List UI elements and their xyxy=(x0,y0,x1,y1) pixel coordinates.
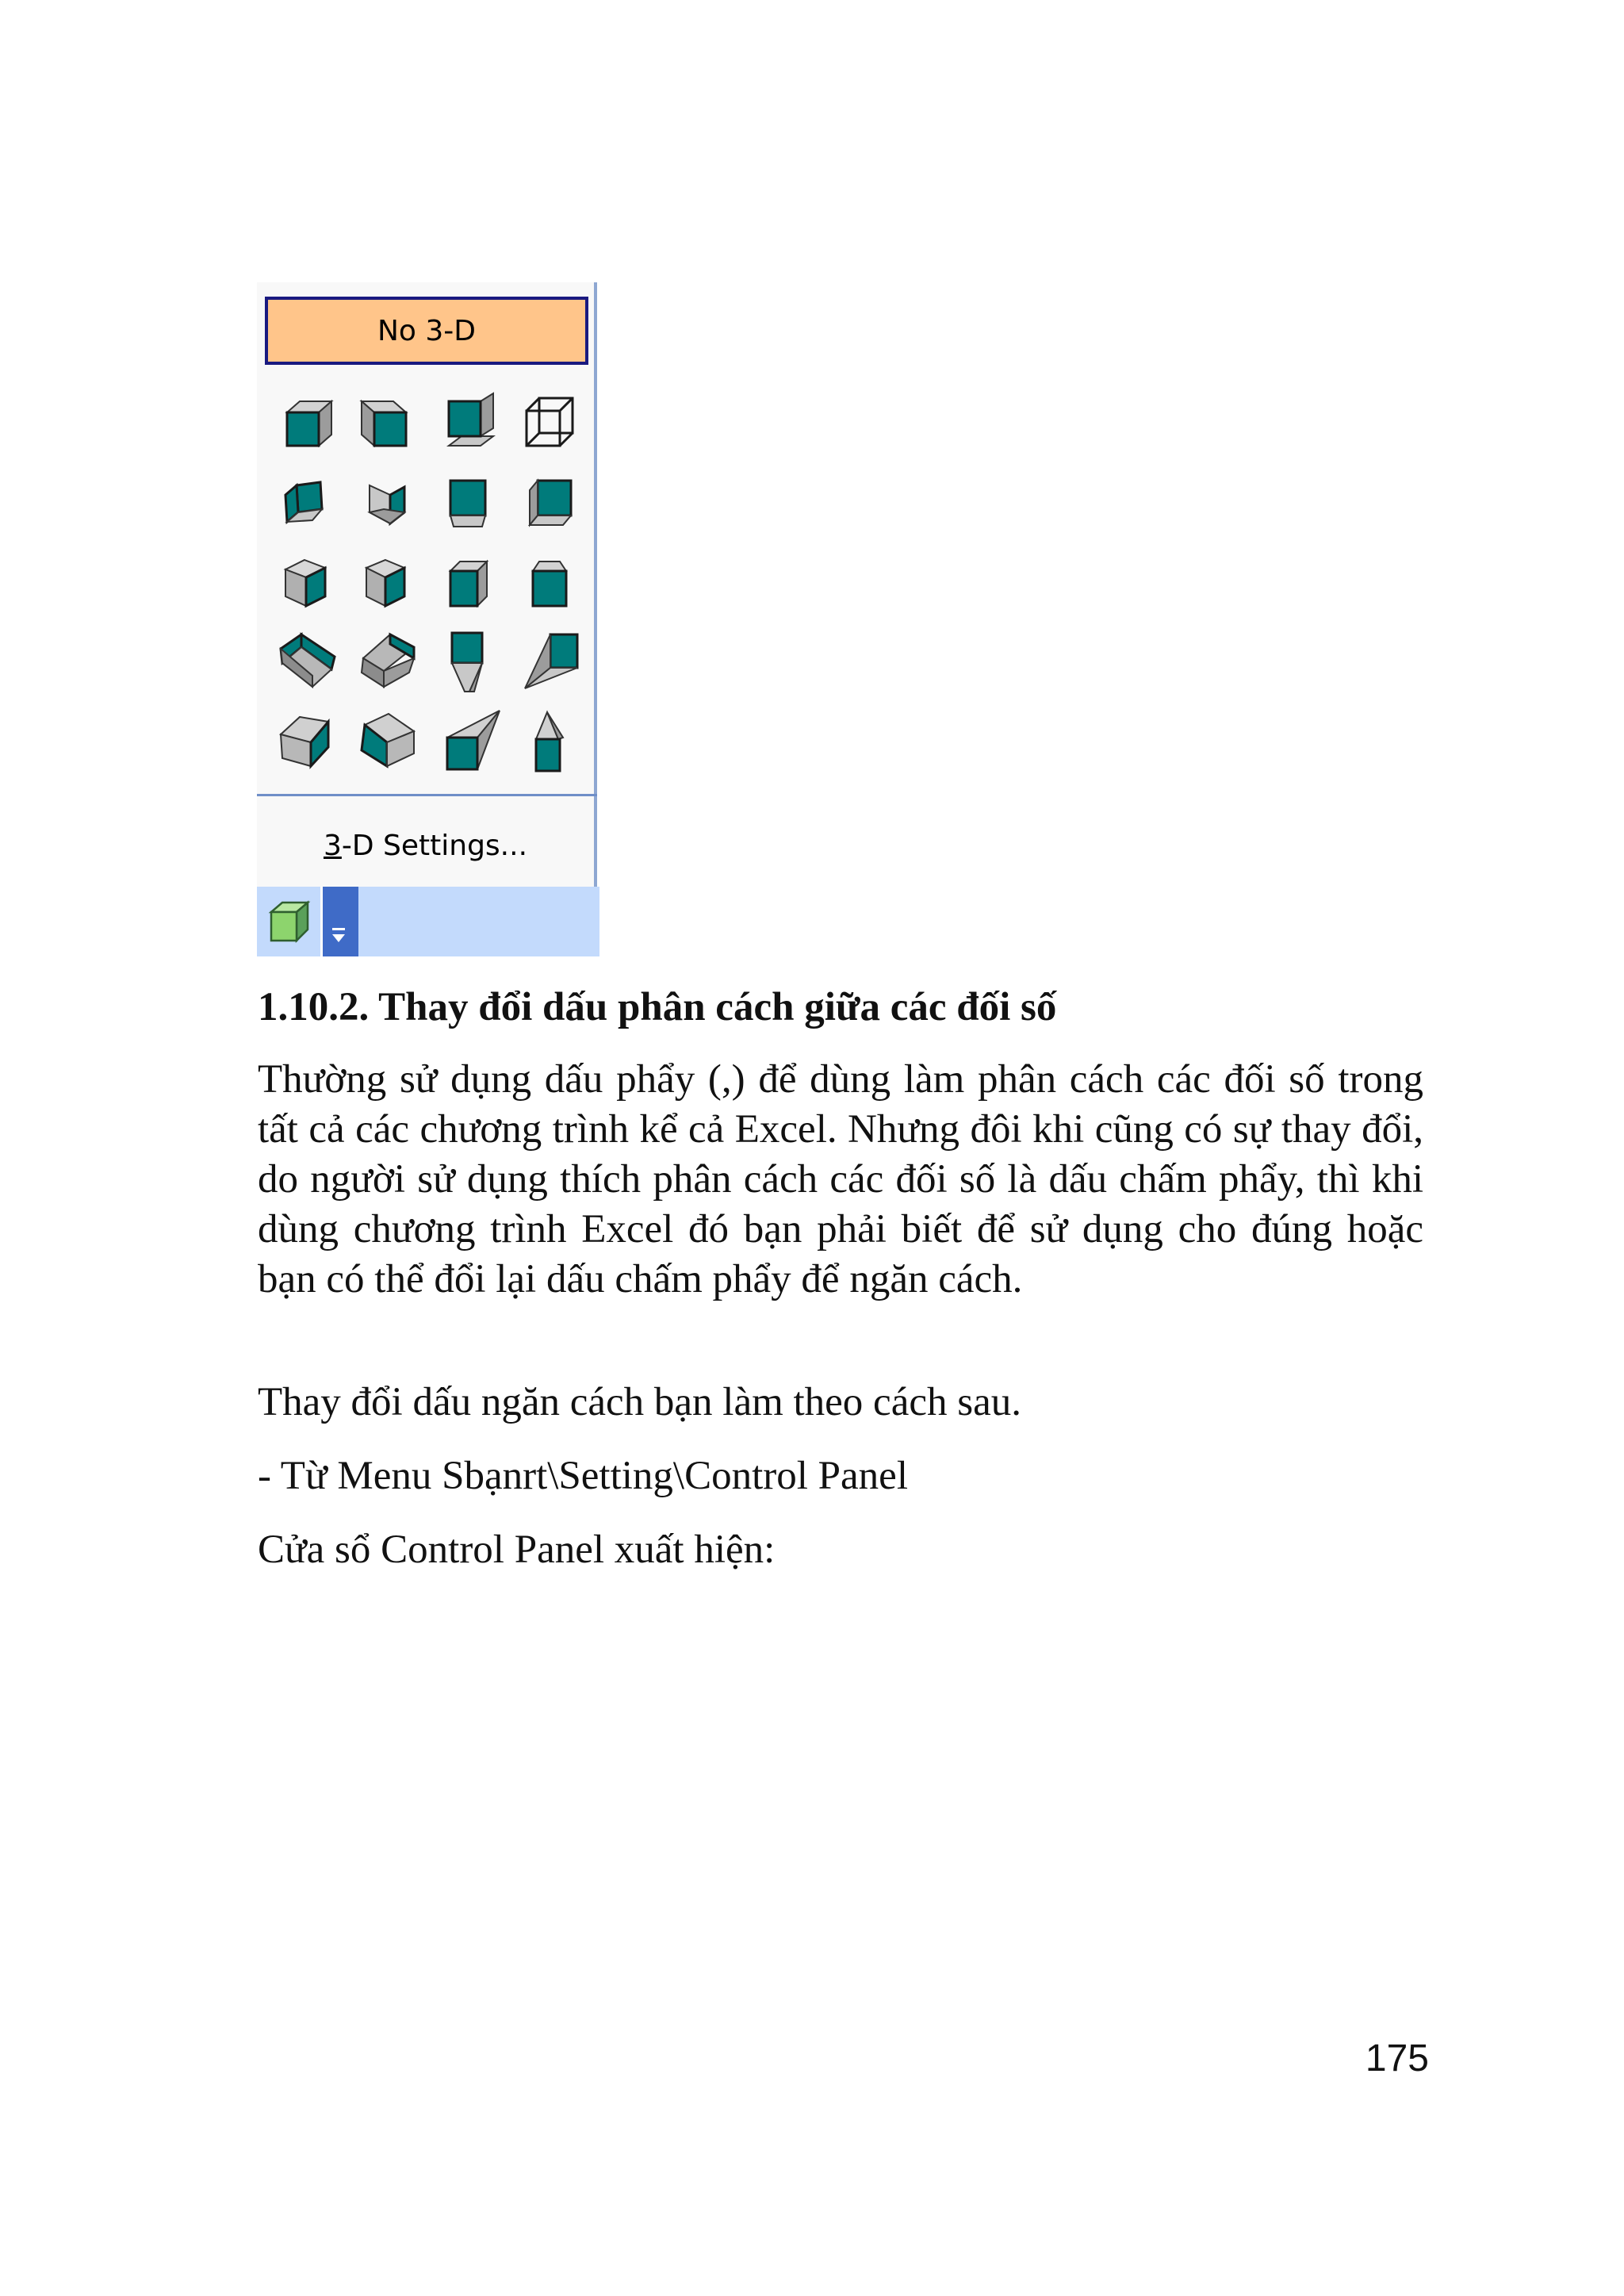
3-d-style-dropdown-button[interactable] xyxy=(320,887,358,956)
menu-path-instruction: - Từ Menu Sbạnrt\Setting\Control Panel xyxy=(258,1454,908,1498)
3-d-style-15[interactable] xyxy=(427,623,506,703)
cube-bottom-left-icon xyxy=(508,463,587,542)
3-d-style-6[interactable] xyxy=(346,463,425,542)
cube-bottom-icon xyxy=(427,463,506,542)
cube-top-right-icon xyxy=(508,544,587,623)
cube-iso-left-icon xyxy=(265,544,344,623)
3-d-style-11[interactable] xyxy=(427,544,506,623)
cube-iso-right-icon xyxy=(346,544,425,623)
dropdown-arrow-icon xyxy=(323,887,356,956)
cube-up-right-icon xyxy=(427,384,506,463)
3-d-style-16[interactable] xyxy=(508,623,587,703)
3-d-style-3[interactable] xyxy=(427,384,506,463)
cube-top-left-icon xyxy=(427,544,506,623)
no-3-d-button[interactable]: No 3-D xyxy=(265,297,588,365)
3-d-style-icon xyxy=(263,896,314,947)
3-d-style-17[interactable] xyxy=(265,703,344,782)
slab-left-icon xyxy=(265,623,344,703)
3-d-style-20[interactable] xyxy=(508,703,587,782)
slab-top-right-icon xyxy=(346,703,425,782)
body-paragraph: Cửa sổ Control Panel xuất hiện: xyxy=(258,1527,776,1572)
3-d-style-14[interactable] xyxy=(346,623,425,703)
slab-right-icon xyxy=(346,623,425,703)
wedge-right-icon xyxy=(427,703,506,782)
3-d-style-19[interactable] xyxy=(427,703,506,782)
3-d-style-8[interactable] xyxy=(508,463,587,542)
cube-front-left-icon xyxy=(265,384,344,463)
3-d-style-5[interactable] xyxy=(265,463,344,542)
cube-tilt-right-icon xyxy=(346,463,425,542)
slab-top-left-icon xyxy=(265,703,344,782)
3-d-style-13[interactable] xyxy=(265,623,344,703)
3-d-style-toolbar-button[interactable] xyxy=(257,887,320,956)
cube-front-right-icon xyxy=(346,384,425,463)
page-number: 175 xyxy=(1365,2037,1429,2079)
3-d-style-12[interactable] xyxy=(508,544,587,623)
wireframe-cube-icon xyxy=(508,384,587,463)
wedge-down-icon xyxy=(427,623,506,703)
settings-label: -D Settings... xyxy=(341,829,528,862)
3-d-style-10[interactable] xyxy=(346,544,425,623)
3-d-style-palette xyxy=(257,282,599,956)
wedge-left-icon xyxy=(508,623,587,703)
3-d-style-1[interactable] xyxy=(265,384,344,463)
3-d-palette-panel xyxy=(257,282,597,887)
wedge-up-icon xyxy=(508,703,587,782)
section-heading: 1.10.2. Thay đổi dấu phân cách giữa các đối số xyxy=(258,985,1057,1029)
body-paragraph: Thay đổi dấu ngăn cách bạn làm theo cách sau. xyxy=(258,1380,1021,1424)
3-d-style-18[interactable] xyxy=(346,703,425,782)
drawing-toolbar xyxy=(257,887,599,956)
3-d-style-4[interactable] xyxy=(508,384,587,463)
body-paragraph: Thường sử dụng dấu phẩy (,) để dùng làm phân cách các đối số trong tất cả các chương trình kể cả Excel. Nhưng đôi khi cũng có sự thay đổi, do người sử dụng thích phân cách các đối số là dấu chấm phẩy, thì khi dùng chương trình Excel đó bạn phải biết để sử dụng cho đúng hoặc bạn có thể đổi lại dấu chấm phẩy để ngăn cách. xyxy=(258,1057,1423,1301)
3-d-style-9[interactable] xyxy=(265,544,344,623)
3-d-style-7[interactable] xyxy=(427,463,506,542)
cube-tilt-left-icon xyxy=(265,463,344,542)
settings-hotkey: 3 xyxy=(323,829,342,862)
3-d-style-2[interactable] xyxy=(346,384,425,463)
palette-separator xyxy=(257,794,597,796)
3-d-settings-menu-item[interactable] xyxy=(257,806,594,885)
